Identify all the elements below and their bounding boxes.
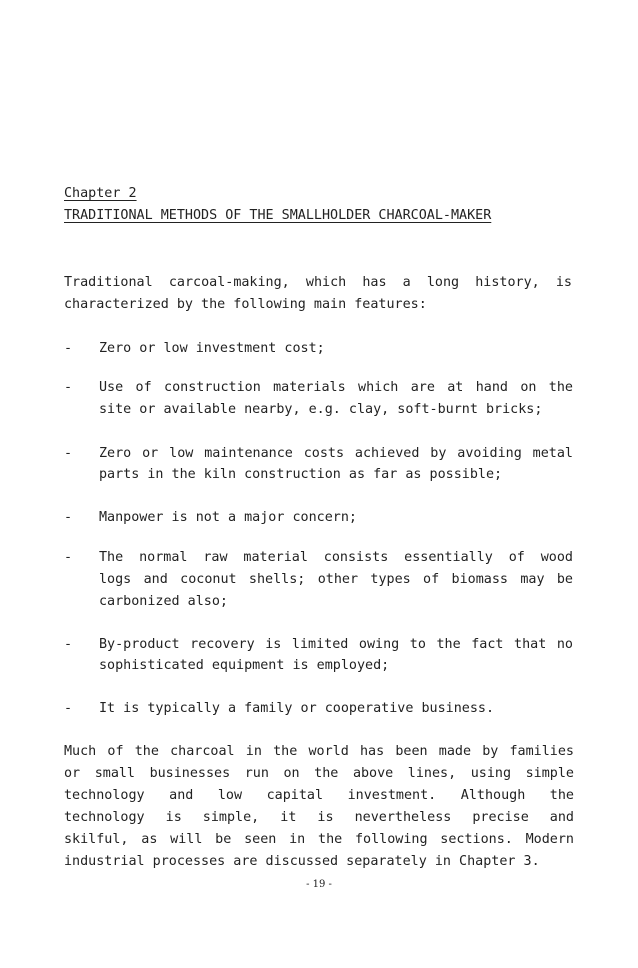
bullet-line: Zero or low investment cost;	[99, 341, 325, 356]
bullet-dash: -	[64, 446, 73, 461]
page-number: - 19 -	[306, 879, 332, 890]
chapter-label: Chapter 2	[64, 186, 137, 201]
closing-line: Much of the charcoal in the world has been made by families	[64, 744, 574, 759]
bullet-line: sophisticated equipment is employed;	[99, 658, 390, 673]
closing-line: or small businesses run on the above lines, using simple	[64, 766, 574, 781]
bullet-line: Manpower is not a major concern;	[99, 510, 357, 525]
chapter-title: TRADITIONAL METHODS OF THE SMALLHOLDER CHARCOAL-MAKER	[64, 208, 492, 223]
bullet-line: It is typically a family or cooperative business.	[99, 701, 495, 716]
closing-line: technology is simple, it is nevertheless precise and	[64, 810, 574, 825]
closing-line: skilful, as will be seen in the following sections. Modern	[64, 832, 574, 847]
bullet-dash: -	[64, 380, 73, 395]
bullet-line: carbonized also;	[99, 594, 228, 609]
bullet-dash: -	[64, 341, 73, 356]
bullet-line: The normal raw material consists essentially of wood	[99, 550, 573, 565]
closing-line: industrial processes are discussed separately in Chapter 3.	[64, 854, 540, 869]
bullet-line: Zero or low maintenance costs achieved by avoiding metal	[99, 446, 573, 461]
bullet-line: Use of construction materials which are at hand on the	[99, 380, 573, 395]
intro-line: characterized by the following main features:	[64, 297, 427, 312]
bullet-dash: -	[64, 637, 73, 652]
bullet-dash: -	[64, 550, 73, 565]
bullet-line: By-product recovery is limited owing to the fact that no	[99, 637, 573, 652]
bullet-line: parts in the kiln construction as far as possible;	[99, 467, 503, 482]
bullet-dash: -	[64, 701, 73, 716]
intro-line: Traditional carcoal-making, which has a long history, is	[64, 275, 572, 290]
bullet-line: site or available nearby, e.g. clay, soft-burnt bricks;	[99, 402, 543, 417]
bullet-line: logs and coconut shells; other types of biomass may be	[99, 572, 573, 587]
bullet-dash: -	[64, 510, 73, 525]
closing-line: technology and low capital investment. Although the	[64, 788, 574, 803]
